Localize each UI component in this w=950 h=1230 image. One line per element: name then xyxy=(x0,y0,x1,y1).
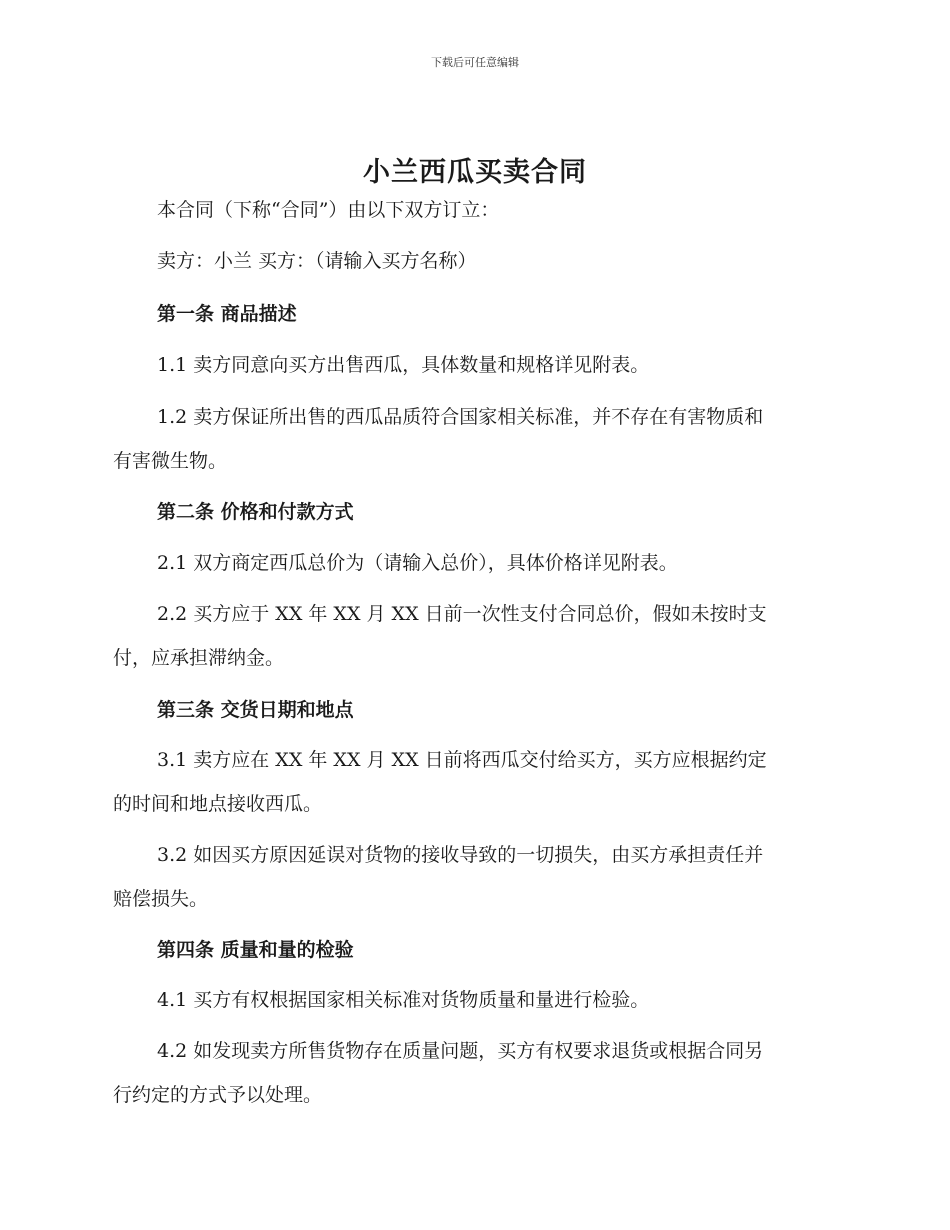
header-note: 下载后可任意编辑 xyxy=(431,56,519,69)
clause-line: 1.2 卖方保证所出售的西瓜品质符合国家相关标准，并不存在有害物质和 xyxy=(157,406,764,428)
clause-line: 2.1 双方商定西瓜总价为（请输入总价），具体价格详见附表。 xyxy=(157,552,678,574)
clause-line: 2.2 买方应于 XX 年 XX 月 XX 日前一次性支付合同总价，假如未按时支 xyxy=(157,603,767,625)
clause-line: 3.1 卖方应在 XX 年 XX 月 XX 日前将西瓜交付给买方，买方应根据约定 xyxy=(157,749,767,771)
clause-line-continued: 付，应承担滞纳金。 xyxy=(113,647,285,669)
clause-line-continued: 的时间和地点接收西瓜。 xyxy=(113,793,323,815)
section-heading: 第三条 交货日期和地点 xyxy=(157,699,354,721)
parties-paragraph: 卖方：小兰 买方：（请输入买方名称） xyxy=(157,250,477,272)
clause-line: 4.1 买方有权根据国家相关标准对货物质量和量进行检验。 xyxy=(157,989,650,1011)
clause-line-continued: 有害微生物。 xyxy=(113,450,228,472)
clause-line-continued: 行约定的方式予以处理。 xyxy=(113,1084,323,1106)
clause-line: 1.1 卖方同意向买方出售西瓜，具体数量和规格详见附表。 xyxy=(157,354,650,376)
section-heading: 第二条 价格和付款方式 xyxy=(157,501,354,523)
clause-line: 3.2 如因买方原因延误对货物的接收导致的一切损失，由买方承担责任并 xyxy=(157,844,764,866)
clause-line-continued: 赔偿损失。 xyxy=(113,888,209,910)
document-title: 小兰西瓜买卖合同 xyxy=(363,157,587,188)
intro-paragraph: 本合同（下称“合同”）由以下双方订立： xyxy=(157,199,500,221)
clause-line: 4.2 如发现卖方所售货物存在质量问题，买方有权要求退货或根据合同另 xyxy=(157,1040,764,1062)
section-heading: 第四条 质量和量的检验 xyxy=(157,939,354,961)
section-heading: 第一条 商品描述 xyxy=(157,303,297,325)
